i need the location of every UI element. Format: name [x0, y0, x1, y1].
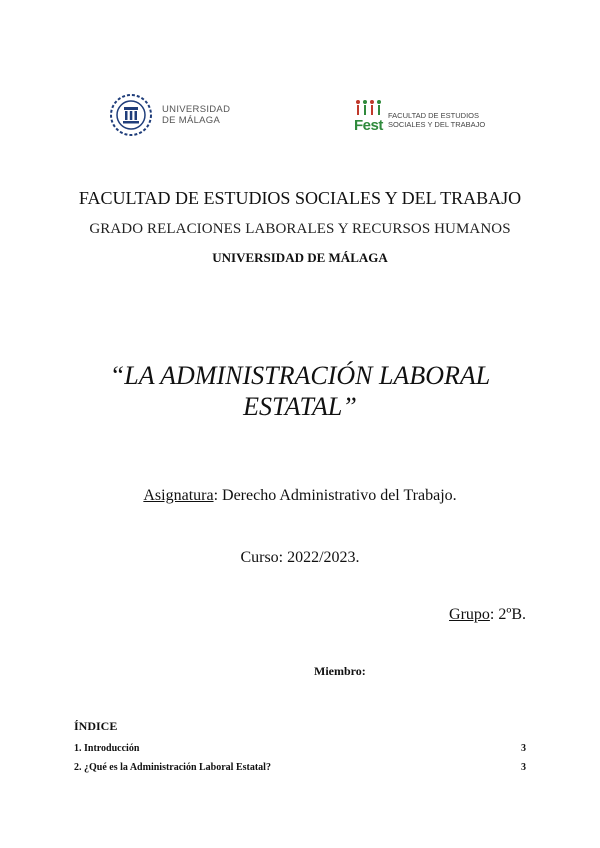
toc-entry[interactable]	[74, 743, 526, 754]
university-heading: UNIVERSIDAD DE MÁLAGA	[212, 250, 388, 265]
fest-mark	[354, 99, 384, 133]
fest-logo-line2: SOCIALES Y DEL TRABAJO	[388, 120, 486, 129]
subject-label: Asignatura	[143, 487, 214, 504]
toc-entry-label: 1. Introducción	[74, 743, 140, 754]
toc-entry-label: 2. ¿Qué es la Administración Laboral Estatal?	[74, 762, 271, 773]
universidad-malaga-logo	[106, 93, 230, 137]
subject-line	[0, 487, 600, 505]
course-line: Curso: 2022/2023.	[240, 549, 360, 566]
member-label: Miembro:	[314, 664, 366, 678]
title-line1: “LA ADMINISTRACIÓN LABORAL	[109, 361, 491, 390]
faculty-heading: FACULTAD DE ESTUDIOS SOCIALES Y DEL TRABAJO	[78, 188, 522, 208]
subject-value: : Derecho Administrativo del Trabajo.	[213, 487, 457, 504]
university-seal-icon	[106, 93, 156, 137]
fest-logo-line1: FACULTAD DE ESTUDIOS	[388, 111, 479, 120]
group-label: Grupo	[449, 606, 490, 623]
title-line2: ESTATAL”	[243, 392, 357, 421]
group-value: : 2ºB.	[489, 606, 526, 623]
document-title	[0, 360, 600, 422]
group-line	[449, 606, 526, 624]
um-logo-line1: UNIVERSIDAD	[162, 104, 231, 115]
logo-bar	[0, 93, 600, 138]
people-figures-icon	[354, 99, 384, 119]
degree-heading: GRADO RELACIONES LABORALES Y RECURSOS HUMANOS	[89, 221, 511, 237]
index-heading: ÍNDICE	[74, 719, 118, 733]
toc-entry-page: 3	[521, 762, 526, 773]
fest-wordmark: Fest	[354, 117, 383, 134]
toc-entry-page: 3	[521, 743, 526, 754]
toc-entry[interactable]	[74, 762, 526, 773]
fest-logo	[354, 99, 485, 133]
um-logo-line2: DE MÁLAGA	[162, 115, 221, 126]
